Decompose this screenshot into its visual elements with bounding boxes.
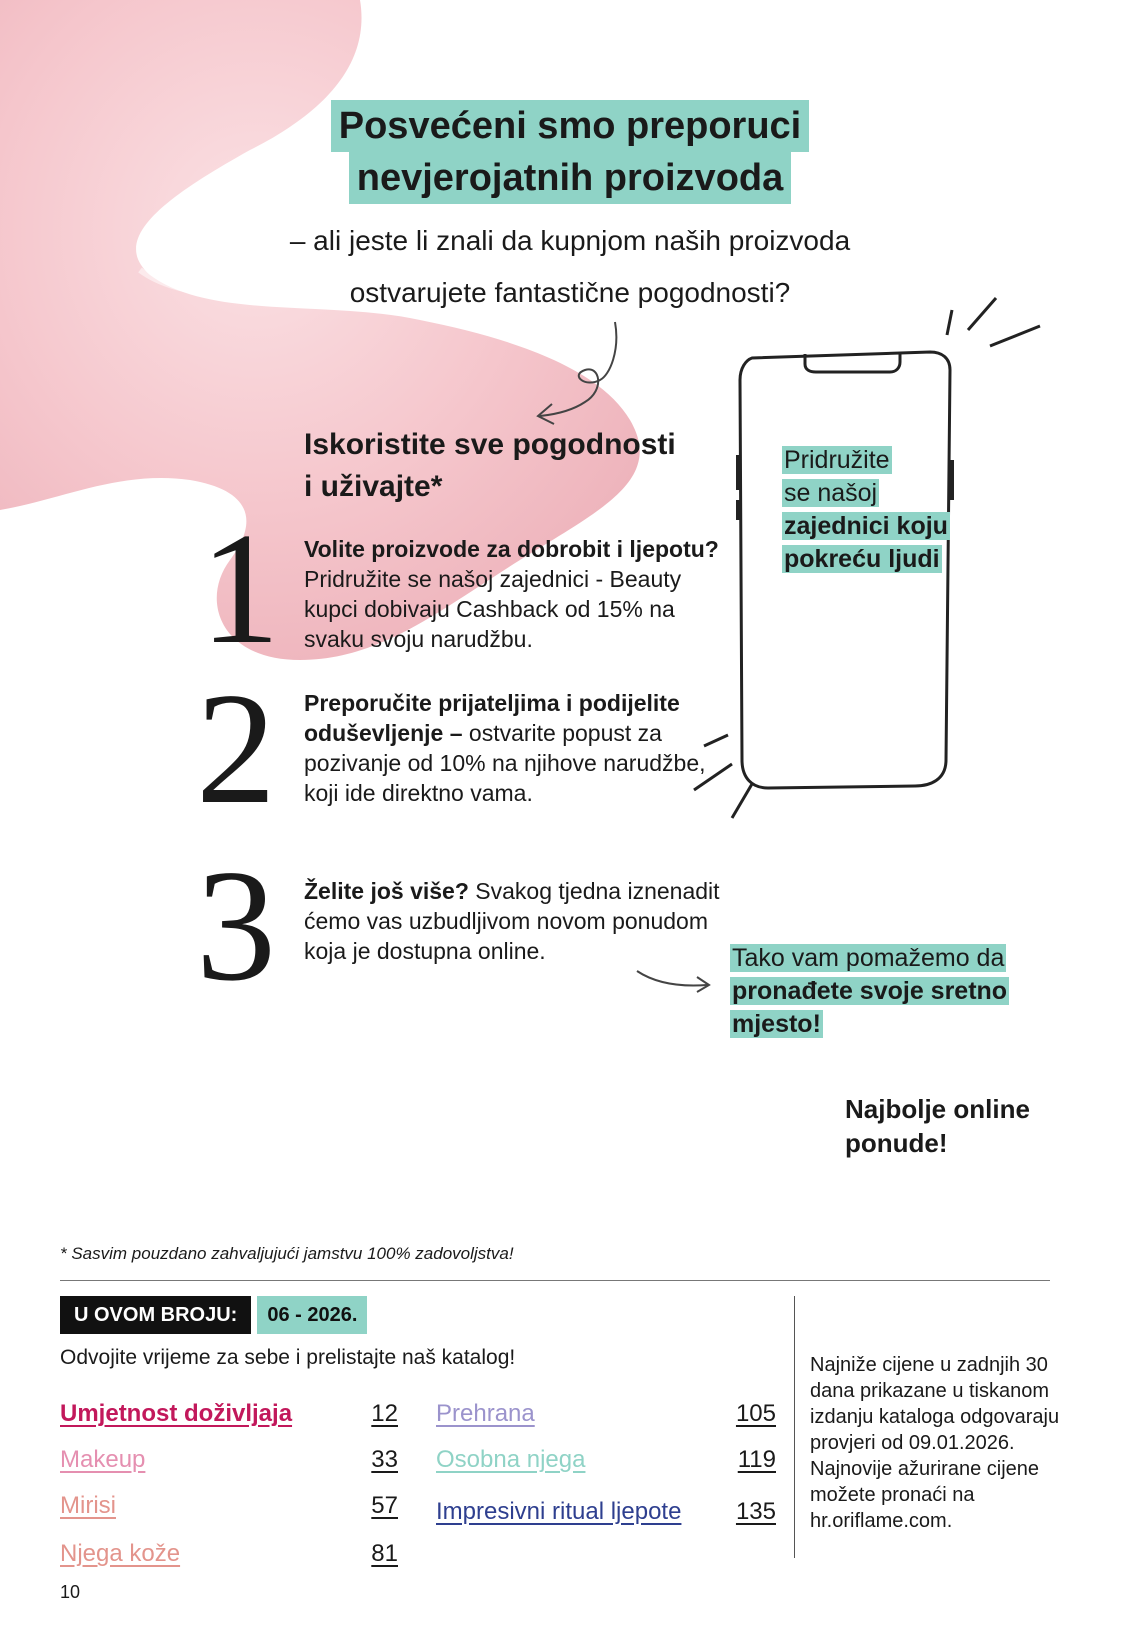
subline-line1: – ali jeste li znali da kupnjom naših proizvoda: [289, 225, 851, 256]
toc-item-mirisi[interactable]: Mirisi: [60, 1492, 116, 1519]
step-3-body: Svakog tjedna iznenadit ćemo vas uzbudljivom novom ponudom koja je dostupna online.: [304, 878, 720, 964]
toc-item-makeup[interactable]: Makeup: [60, 1446, 146, 1473]
step-3-bold: Želite još više?: [304, 878, 469, 904]
subline-line2: ostvarujete fantastične pogodnosti?: [349, 277, 791, 308]
toc-intro: Odvojite vrijeme za sebe i prelistajte naš katalog!: [60, 1346, 516, 1369]
section-title: [304, 424, 704, 508]
best-online-offers: [845, 1092, 1075, 1160]
sparkle-lines-icon: [947, 310, 952, 335]
toc-item-umjetnost-dozivljaja[interactable]: Umjetnost doživljaja: [60, 1400, 293, 1427]
best-online-line2: ponude!: [845, 1128, 948, 1158]
issue-header: [60, 1296, 367, 1334]
step-3-number: 3: [196, 836, 276, 1014]
subline: [250, 215, 890, 319]
toc-page-119[interactable]: 119: [737, 1446, 776, 1473]
toc-page-57[interactable]: 57: [371, 1492, 398, 1519]
page-number: 10: [60, 1582, 81, 1602]
step-2-text: [304, 688, 734, 808]
toc-item-osobna-njega[interactable]: Osobna njega: [436, 1446, 586, 1473]
best-online-line1: Najbolje online: [845, 1094, 1030, 1124]
phone-line1: Pridružite: [784, 446, 890, 474]
step-1-bold: Volite proizvode za dobrobit i ljepotu?: [304, 536, 719, 562]
headline-line2: nevjerojatnih proizvoda: [349, 152, 792, 204]
phone-line3: zajednici koju: [784, 512, 948, 540]
divider: [60, 1280, 1050, 1281]
section-title-line2: i uživajte*: [304, 470, 443, 503]
help-message: [730, 942, 1030, 1041]
footnote: * Sasvim pouzdano zahvaljujući jamstvu 100% zadovoljstva!: [60, 1244, 514, 1263]
step-1-body: Pridružite se našoj zajednici - Beauty kupci dobivaju Cashback od 15% na svaku svoju narudžbu.: [304, 566, 682, 652]
step-1-number: 1: [200, 499, 280, 677]
help-line3: mjesto!: [732, 1010, 821, 1038]
section-title-line1: Iskoristite sve pogodnosti: [304, 428, 676, 461]
toc-page-135[interactable]: 135: [735, 1498, 776, 1525]
arrow-right-icon: [635, 965, 715, 995]
toc-page-33[interactable]: 33: [371, 1446, 398, 1473]
help-line1: Tako vam pomažemo da: [732, 944, 1005, 972]
step-2-bold: Preporučite prijateljima i podijelite oduševljenje –: [304, 690, 680, 746]
vertical-divider: [794, 1296, 795, 1558]
phone-message: [782, 444, 962, 576]
help-line2: pronađete svoje sretno: [732, 977, 1008, 1005]
toc-page-12[interactable]: 12: [371, 1400, 398, 1427]
step-2-body: ostvarite popust za pozivanje od 10% na njihove narudžbe, koji ide direktno vama.: [304, 720, 706, 806]
toc-item-impresivni-ritual-ljepote[interactable]: Impresivni ritual ljepote: [436, 1498, 682, 1525]
price-note: Najniže cijene u zadnjih 30 dana prikazane u tiskanom izdanju kataloga odgovaraju provjeri od 09.01.2026. Najnovije ažurirane cijene možete pronaći na hr.oriflame.com.: [810, 1354, 1060, 1532]
step-3-text: [304, 876, 734, 966]
toc-item-prehrana[interactable]: Prehrana: [436, 1400, 535, 1427]
step-1-text: [304, 534, 734, 654]
phone-line4: pokreću ljudi: [784, 545, 940, 573]
toc-page-81[interactable]: 81: [371, 1540, 398, 1567]
step-2-number: 2: [196, 659, 276, 837]
arrow-curl-icon: [530, 320, 630, 430]
issue-number: 06 - 2026.: [257, 1296, 367, 1334]
headline-line1: Posvećeni smo preporuci: [331, 100, 810, 152]
issue-label: U OVOM BROJU:: [60, 1296, 251, 1334]
toc-item-njega-koze[interactable]: Njega kože: [60, 1540, 181, 1567]
toc-page-105[interactable]: 105: [735, 1400, 776, 1427]
headline: [330, 100, 810, 204]
phone-line2: se našoj: [784, 479, 878, 507]
